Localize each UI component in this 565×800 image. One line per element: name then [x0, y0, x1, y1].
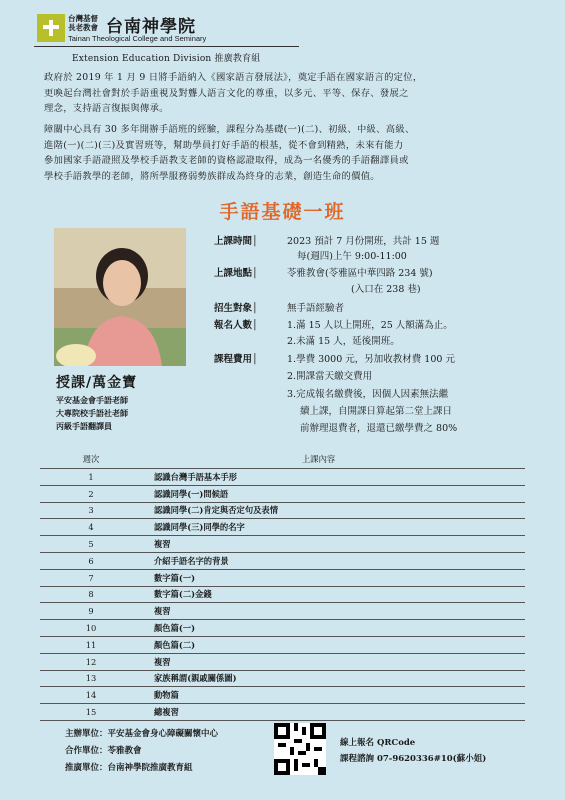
week-topic: 總複習	[142, 704, 525, 721]
teacher-credential: 大專院校手語社老師	[56, 408, 128, 418]
qr-label: 線上報名 QRCode	[340, 738, 416, 748]
week-number: 10	[40, 620, 142, 637]
fee-value: 續上課，自開課日算起第二堂上課日	[300, 406, 453, 417]
week-number: 6	[40, 552, 142, 569]
place-value: 苓雅教會(苓雅區中華四路 234 號)	[287, 268, 433, 279]
qrcode-icon[interactable]	[274, 723, 326, 775]
seminary-name: 台南神學院	[106, 17, 196, 37]
fee-label: 課程費用│	[214, 354, 258, 365]
intro-line: 學校手語教學的老師，將所學服務弱勢族群成為終身的志業，創造生命的價值。	[44, 170, 380, 182]
place-value: (入口在 238 巷)	[351, 284, 421, 295]
week-topic: 認識同學(二)肯定與否定句及表情	[142, 502, 525, 519]
week-number: 4	[40, 519, 142, 536]
partner-unit: 合作單位：苓雅教會	[65, 746, 142, 756]
fee-value: 2.開課當天繳交費用	[287, 371, 373, 382]
week-topic: 數字篇(一)	[142, 569, 525, 586]
week-topic: 顏色篇(二)	[142, 636, 525, 653]
table-row	[40, 586, 525, 603]
target-label: 招生對象│	[214, 303, 258, 314]
fee-value: 1.學費 3000 元，另加收教材費 100 元	[287, 354, 455, 365]
table-row	[40, 469, 525, 486]
intro-line: 理念，支持語言復振與傳承。	[44, 103, 169, 114]
week-number: 15	[40, 704, 142, 721]
week-topic: 複習	[142, 536, 525, 553]
promoter-unit: 推廣單位：台南神學院推廣教育組	[65, 763, 193, 773]
division-title: Extension Education Division 推廣教育組	[72, 54, 261, 64]
week-topic: 複習	[142, 603, 525, 620]
table-row	[40, 519, 525, 536]
week-topic: 認識同學(三)同學的名字	[142, 519, 525, 536]
header-divider	[34, 46, 299, 47]
count-value: 2.未滿 15 人，延後開班。	[287, 336, 400, 347]
week-number: 2	[40, 485, 142, 502]
week-number: 14	[40, 687, 142, 704]
intro-line: 更喚起台灣社會對於手語重視及對聾人語言文化的尊重，以多元、平等、保存、發展之	[44, 87, 409, 99]
week-number: 11	[40, 636, 142, 653]
week-topic: 認識台灣手語基本手形	[142, 469, 525, 486]
table-row	[40, 653, 525, 670]
target-value: 無手語經驗者	[287, 303, 345, 314]
course-title: 手語基礎一班	[219, 201, 346, 223]
fee-value: 前辦理退費者，退還已繳學費之 80%	[300, 423, 458, 434]
week-topic: 數字篇(二)金錢	[142, 586, 525, 603]
count-value: 1.滿 15 人以上開班，25 人額滿為止。	[287, 320, 453, 331]
count-label: 報名人數│	[214, 320, 258, 331]
table-row	[40, 502, 525, 519]
week-number: 7	[40, 569, 142, 586]
host-unit: 主辦單位：平安基金會身心障礙關懷中心	[65, 729, 219, 739]
week-number: 13	[40, 670, 142, 687]
seminary-english-name: Tainan Theological College and Seminary	[68, 34, 207, 43]
col-content-header: 上課內容	[142, 449, 525, 469]
week-topic: 家族稱謂(親戚關係圖)	[142, 670, 525, 687]
contact-info: 課程諮詢 07-9620336#10(蘇小姐)	[340, 754, 487, 764]
table-row	[40, 603, 525, 620]
intro-line: 政府於 2019 年 1 月 9 日將手語納入《國家語言發展法》，奠定手語在國家語言的定位，	[44, 72, 423, 83]
teacher-name: 授課/萬金寶	[56, 375, 138, 391]
fee-value: 3.完成報名繳費後，因個人因素無法繼	[287, 389, 449, 400]
teacher-photo	[54, 228, 186, 366]
place-label: 上課地點│	[214, 268, 258, 279]
week-topic: 顏色篇(一)	[142, 620, 525, 637]
intro-line: 進階(一)(二)(三)及實習班等，幫助學員打好手語的根基，從不會到精熟，未來有能力	[44, 139, 404, 151]
table-row	[40, 552, 525, 569]
week-number: 3	[40, 502, 142, 519]
table-header-row	[40, 449, 525, 469]
table-row	[40, 670, 525, 687]
seminary-logo-icon	[37, 14, 65, 42]
week-topic: 動物篇	[142, 687, 525, 704]
table-row	[40, 569, 525, 586]
table-row	[40, 620, 525, 637]
church-name-small: 台灣基督 長老教會	[68, 14, 98, 32]
week-number: 1	[40, 469, 142, 486]
week-number: 12	[40, 653, 142, 670]
intro-line: 參加國家手語證照及學校手語教支老師的資格認證取得，成為一名優秀的手語翻譯員或	[44, 155, 409, 166]
time-value: 2023 預計 7 月份開班，共計 15 週	[287, 236, 440, 247]
week-number: 5	[40, 536, 142, 553]
week-topic: 複習	[142, 653, 525, 670]
intro-line: 障關中心具有 30 多年開辦手語班的經驗，課程分為基礎(一)(二)、初級、中級、高級、	[44, 124, 415, 135]
teacher-credential: 平安基金會手語老師	[56, 395, 128, 405]
week-topic: 認識同學(一)問候語	[142, 485, 525, 502]
table-row	[40, 536, 525, 553]
week-number: 8	[40, 586, 142, 603]
table-row	[40, 485, 525, 502]
table-row	[40, 687, 525, 704]
col-week-header: 週次	[40, 449, 142, 469]
table-row	[40, 636, 525, 653]
time-label: 上課時間│	[214, 236, 258, 247]
schedule-table	[40, 449, 525, 721]
week-topic: 介紹手語名字的背景	[142, 552, 525, 569]
teacher-credential: 丙級手語翻譯員	[56, 421, 112, 431]
time-value: 每(週四)上午 9:00-11:00	[297, 251, 407, 262]
week-number: 9	[40, 603, 142, 620]
table-row	[40, 704, 525, 721]
